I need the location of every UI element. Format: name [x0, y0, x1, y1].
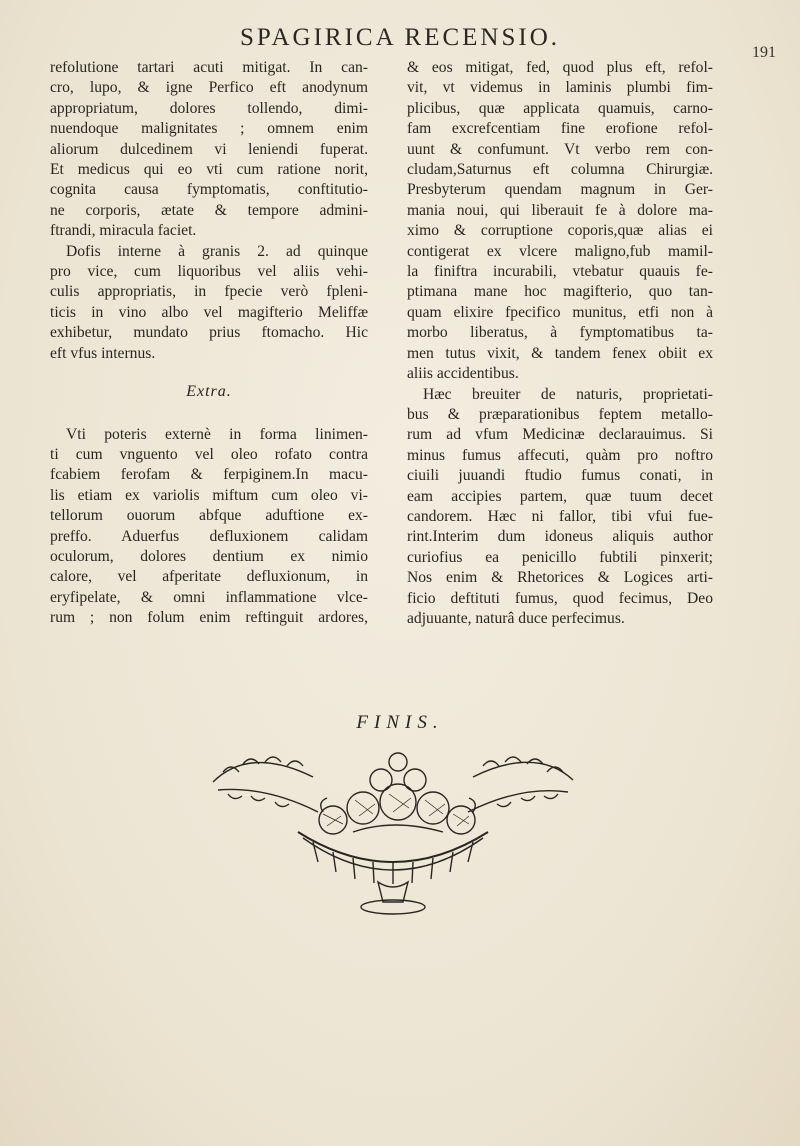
paragraph-3 — [50, 425, 368, 629]
text-line: curiofius ea penicillo fubtili pinxerit; — [407, 548, 713, 566]
text-line: ciuili juuandi ftudio fumus conati, in — [407, 467, 713, 485]
text-line: Presbyterum quendam magnum in Ger- — [407, 181, 713, 199]
text-line: fam excrefcentiam fine erofione refol- — [407, 120, 713, 138]
text-line: refolutione tartari acuti mitigat. In can- — [50, 59, 368, 76]
running-head: SPAGIRICA RECENSIO. — [239, 24, 561, 51]
paragraph-2 — [50, 242, 368, 364]
text-line: quam elixire fpecifico munitus, etfi non à — [407, 303, 713, 321]
text-line: Vti poteris externè in forma linimen- — [66, 425, 368, 443]
text-line: cognita causa fymptomatis, conftitutio- — [50, 181, 368, 199]
text-line: ti cum vnguento vel oleo rofato contra — [50, 445, 368, 463]
text-line: aliorum dulcedinem vi leniendi fuperat. — [50, 140, 368, 158]
left-column — [50, 58, 368, 629]
text-line: eam accipies partem, quæ tuum decet — [407, 487, 713, 505]
text-line: rum ; non folum enim reftinguit ardores, — [50, 609, 368, 627]
text-line: ne corporis, ætate & tempore admini- — [50, 201, 368, 219]
text-line: la finiftra incurabili, vtebatur quauis fe- — [407, 263, 713, 281]
text-line: ptimana mane hoc magifterio, quo tan- — [407, 283, 713, 301]
text-line: Et medicus qui eo vti cum ratione norit, — [50, 161, 368, 179]
text-line: exhibetur, mundato prius ftomacho. Hic — [50, 324, 368, 342]
text-line: vit, vt videmus in laminis plumbi fim- — [407, 79, 713, 97]
text-line: culis appropriatis, in fpecie verò fpleni- — [50, 283, 368, 301]
text-line: nuendoque malignitates ; omnem enim — [50, 120, 368, 138]
page-number: 191 — [752, 44, 776, 61]
text-line: ticis in vino albo vel magifterio Meliffæ — [50, 303, 368, 321]
text-line: plicibus, quæ applicata quamuis, carno- — [407, 99, 713, 117]
text-line: contigerat ex vlcere maligno,fub mamil- — [407, 242, 713, 260]
text-line: lis etiam ex variolis miftum cum oleo vi- — [50, 486, 368, 504]
text-line: ftrandi, miracula faciet. — [50, 222, 197, 240]
text-line: aliis accidentibus. — [407, 365, 519, 383]
text-line: mania noui, qui liberauit fe à dolore ma- — [407, 201, 713, 219]
text-line: pro vice, cum liquoribus vel aliis vehi- — [50, 263, 368, 281]
text-line: Hæc breuiter de naturis, proprietati- — [423, 385, 713, 403]
finis-heading: FINIS. — [356, 712, 444, 733]
paragraph-4 — [407, 58, 713, 385]
text-line: morbo liberatus, à fymptomatibus ta- — [407, 324, 713, 342]
text-line: bus & præparationibus feptem metallo- — [407, 405, 713, 423]
text-line: men tutus vixit, & tandem fenex obiit ex — [407, 344, 713, 362]
section-title: Extra. — [186, 383, 232, 401]
text-line: Dofis interne à granis 2. ad quinque — [66, 242, 368, 260]
text-line: rum ad vfum Medicinæ declarauimus. Si — [407, 426, 713, 444]
text-line: ficio deftituti fumus, quod fecimus, Deo — [407, 589, 713, 607]
text-line: cludam,Saturnus eft columna Chirurgiæ. — [407, 161, 713, 179]
text-line: appropriatum, dolores tollendo, dimi- — [50, 99, 368, 117]
paragraph-5 — [407, 385, 713, 630]
text-line: candorem. Hæc ni fallor, tibi vfui fue- — [407, 507, 713, 525]
text-line: cro, lupo, & igne Perfico eft anodynum — [50, 79, 368, 97]
text-line: oculorum, dolores dentium ex nimio — [50, 547, 368, 565]
text-line: calore, vel afperitate defluxionum, in — [50, 568, 368, 586]
text-line: fcabiem ferofam & ferpiginem.In macu- — [50, 466, 368, 484]
text-line: uunt & confumunt. Vt verbo rem con- — [407, 140, 713, 158]
right-column — [407, 58, 713, 629]
text-line: & eos mitigat, fed, quod plus eft, refol- — [407, 59, 713, 76]
text-line: Nos enim & Rhetorices & Logices arti- — [407, 569, 713, 587]
text-line: minus fumus affecuti, quàm pro noftro — [407, 446, 713, 464]
fruit-basket-ornament-icon — [203, 742, 583, 922]
text-line: preffo. Aduerfus defluxionem calidam — [50, 527, 368, 545]
text-line: adjuuante, naturâ duce perfecimus. — [407, 609, 625, 627]
text-line: tellorum ouorum abfque aduftione ex- — [50, 507, 368, 525]
text-line: ximo & corruptione coporis,quæ alias ei — [407, 222, 713, 240]
text-line: rint.Interim dum idoneus aliquis author — [407, 528, 713, 546]
text-line: eryfipelate, & omni inflammatione vlce- — [50, 588, 368, 606]
paragraph-1 — [50, 58, 368, 242]
text-line: eft vfus internus. — [50, 344, 156, 362]
